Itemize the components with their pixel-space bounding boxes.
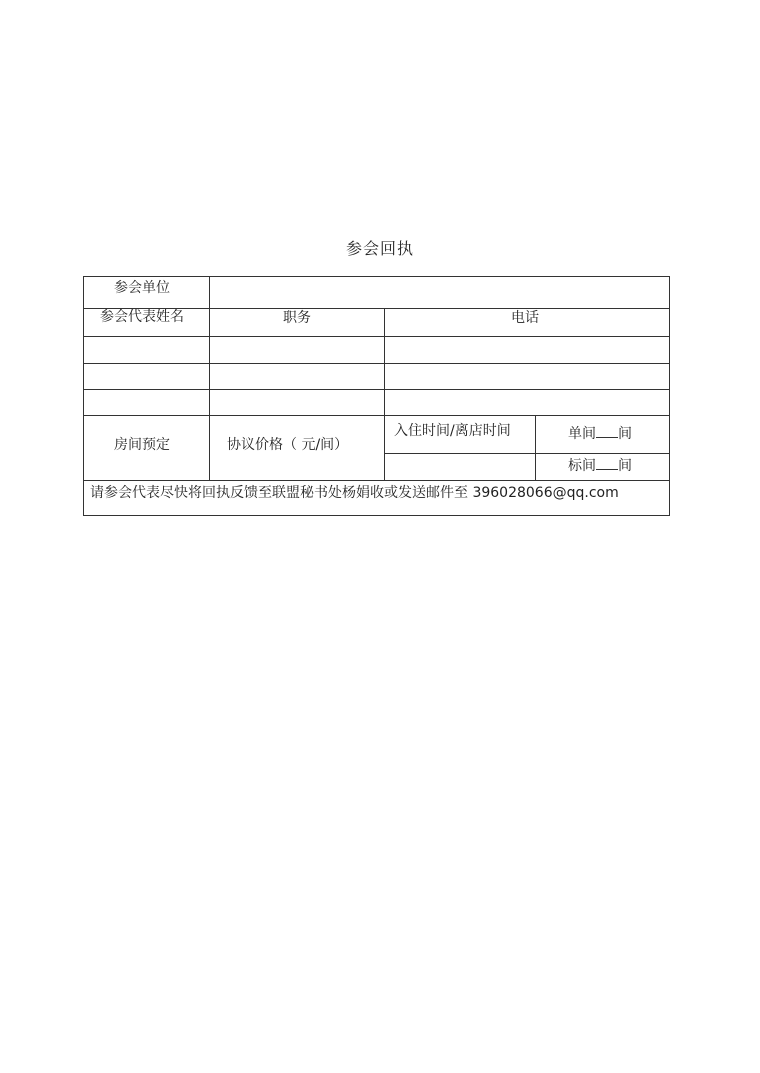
footer-note: 请参会代表尽快将回执反馈至联盟秘书处杨娟收或发送邮件至 396028066@qq.com [90, 485, 619, 501]
single-prefix: 单间 [568, 426, 596, 442]
room-label: 房间预定 [114, 437, 170, 453]
phone-header: 电话 [511, 310, 539, 326]
single-count-blank [596, 423, 618, 438]
row-divider [84, 336, 669, 337]
checkin-label: 入住时间/离店时间 [394, 423, 511, 439]
standard-prefix: 标间 [568, 458, 596, 474]
page-title: 参会回执 [345, 239, 414, 258]
row-divider [84, 480, 669, 481]
row-divider [384, 453, 669, 454]
position-header: 职务 [283, 310, 311, 326]
row-divider [84, 363, 669, 364]
col-divider [209, 277, 210, 480]
standard-suffix: 间 [618, 458, 632, 474]
reply-form-table [83, 276, 670, 516]
price-label: 协议价格（ 元/间） [227, 437, 349, 453]
single-suffix: 间 [618, 426, 632, 442]
standard-count-blank [596, 455, 618, 470]
standard-room-field [568, 455, 632, 475]
row-divider [84, 415, 669, 416]
col-divider [384, 308, 385, 480]
row-divider [84, 389, 669, 390]
unit-label: 参会单位 [114, 280, 170, 296]
col-divider [535, 415, 536, 480]
single-room-field [568, 423, 632, 443]
name-header: 参会代表姓名 [100, 309, 184, 325]
